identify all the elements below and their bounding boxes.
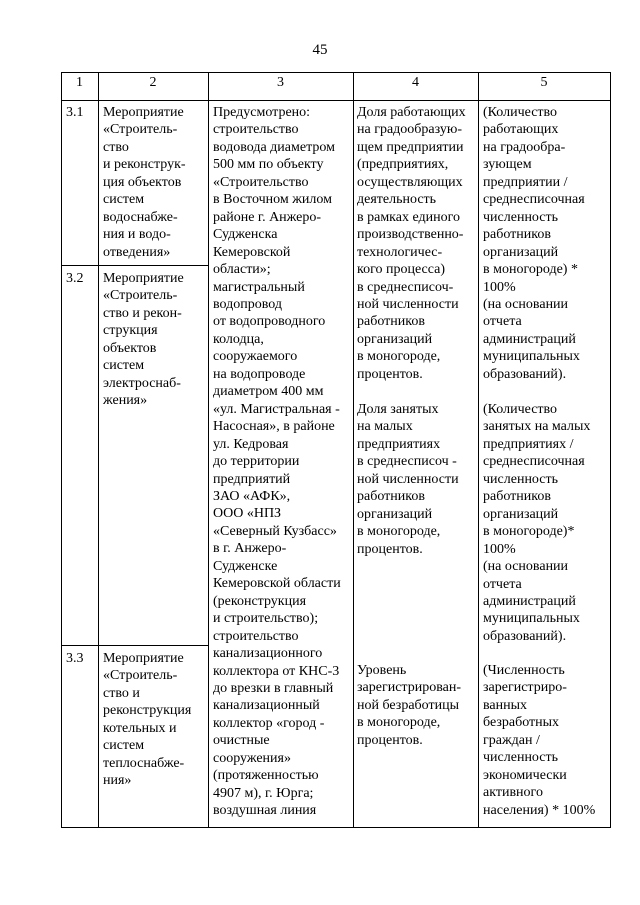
event-title: Мероприятие «Строитель- ство и реконструк- ция объектов систем водоснабже- ния и водо- отведения» (103, 105, 186, 260)
indicator-text: Доля занятых на малых предприятиях в среднесписоч - ной численности работников организаций в моногороде, процентов. (357, 402, 459, 557)
header-cell: 1 (76, 75, 83, 90)
table-border (208, 72, 209, 828)
table-border (478, 72, 479, 828)
header-cell: 5 (540, 75, 548, 90)
indicator-text: Уровень зарегистрирован- ной безработицы в моногороде, процентов. (357, 663, 461, 748)
table-border (61, 827, 611, 828)
table-border (61, 72, 611, 73)
formula-text: (Количество работающих на градообра- зующем предприятии / среднесписочная численность работников организаций в моногороде) * 100% (на основании отчета администраций муниципальных образований). (483, 105, 585, 382)
table-border (61, 645, 208, 646)
table-border (61, 265, 208, 266)
formula-text: (Численность зарегистриро- ванных безработных граждан / численность экономически активного населения) * 100% (483, 663, 596, 818)
table-border (61, 72, 62, 828)
row-number: 3.3 (66, 651, 84, 666)
event-description: Предусмотрено: строительство водовода диаметром 500 мм по объекту «Строительство в Восточном жилом районе г. Анжеро- Судженска Кемеровской области»; магистральный водопровод от водопроводного колодца, сооружаемого на водопроводе диаметром 400 мм «ул. Магистральная - Насосная», в районе ул. Кедровая до территории предприятий ЗАО «АФК», ООО «НПЗ «Северный Кузбасс» в г. Анжеро- Судженске Кемеровской области (реконструкция и строительство); строительство канализационного коллектора от КНС-3 до врезки в главный канализационный коллектор «город - очистные сооружения» (протяженностью 4907 м), г. Юрга; воздушная линия (213, 105, 341, 819)
indicator-text: Доля работающих на градообразую- щем предприятии (предприятиях, осуществляющих деятельность в рамках единого производственно- технологичес- кого процесса) в среднесписоч- ной численности работников организаций в моногороде, процентов. (357, 105, 466, 382)
header-cell: 3 (277, 75, 284, 90)
table-border (610, 72, 611, 828)
table-border (353, 72, 354, 828)
header-cell: 4 (412, 75, 419, 90)
row-number: 3.1 (66, 105, 84, 120)
table-border (98, 72, 99, 828)
formula-text: (Количество занятых на малых предприятиях / среднесписочная численность работников организаций в моногороде)* 100% (на основании отчета администраций муниципальных образований). (483, 402, 591, 644)
event-title: Мероприятие «Строитель- ство и реконструкция котельных и систем теплоснабже- ния» (103, 651, 192, 789)
page-number: 45 (312, 42, 328, 58)
row-number: 3.2 (66, 271, 84, 286)
event-title: Мероприятие «Строитель- ство и рекон- струкция объектов систем электроснаб- жения» (103, 271, 184, 409)
header-cell: 2 (149, 75, 157, 90)
table-border (61, 100, 611, 101)
